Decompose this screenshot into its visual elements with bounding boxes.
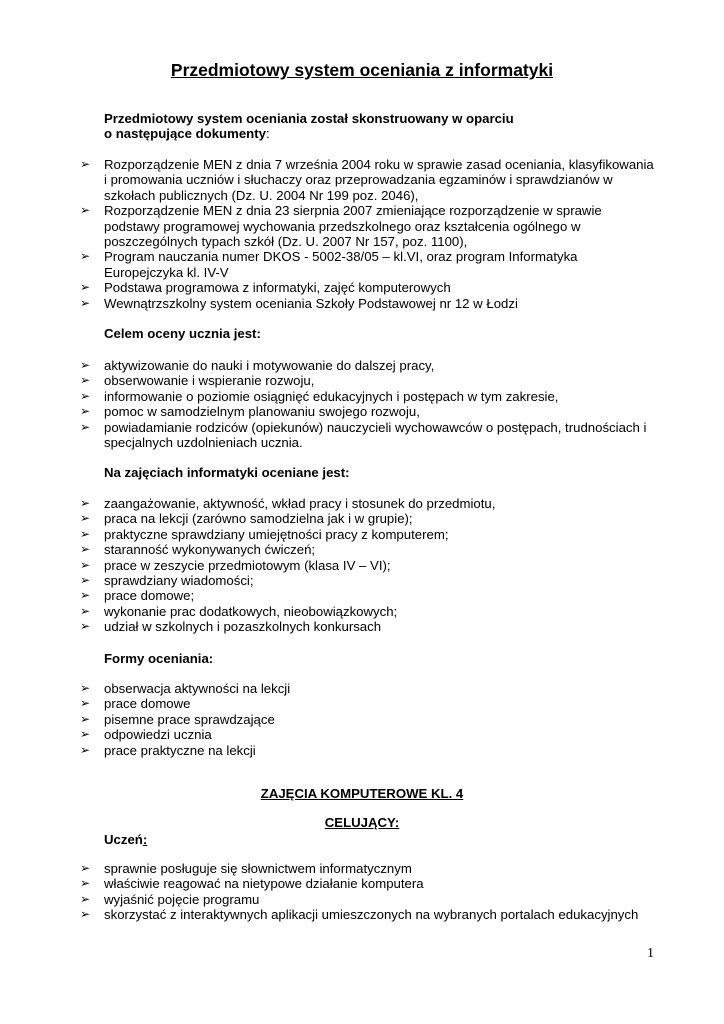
list-item	[80, 876, 660, 891]
list-item-text: sprawnie posługuje się słownictwem informatycznym	[104, 861, 412, 876]
arrow-bullet-icon: ➢	[80, 496, 91, 510]
student-label	[104, 832, 147, 847]
list-item	[80, 358, 660, 373]
list-item	[80, 573, 660, 588]
list-item	[80, 907, 660, 922]
list-item-text: wykonanie prac dodatkowych, nieobowiązkowych;	[104, 603, 398, 619]
arrow-bullet-icon: ➢	[80, 557, 91, 572]
assessed-heading: Na zajęciach informatyki oceniane jest:	[104, 465, 350, 480]
list-item-text: pisemne prace sprawdzające	[104, 711, 275, 727]
list-item-text: Podstawa programowa z informatyki, zajęć komputerowych	[104, 280, 451, 296]
arrow-bullet-icon: ➢	[80, 876, 91, 891]
list-item-text: obserwowanie i wspieranie rozwoju,	[104, 373, 315, 389]
list-item-text: odpowiedzi ucznia	[104, 727, 212, 743]
list-item	[80, 296, 660, 311]
forms-heading: Formy oceniania:	[104, 651, 214, 666]
arrow-bullet-icon: ➢	[80, 249, 91, 264]
list-item	[80, 373, 660, 388]
list-item	[80, 861, 660, 876]
arrow-bullet-icon: ➢	[80, 727, 91, 742]
list-item	[80, 727, 660, 742]
document-title: Przedmiotowy system oceniania z informatyki	[170, 60, 554, 80]
list-item	[80, 420, 660, 451]
intro-line-2	[104, 126, 514, 141]
arrow-bullet-icon: ➢	[80, 681, 91, 695]
intro-colon: :	[265, 126, 270, 142]
list-item	[80, 389, 660, 404]
list-item-text: zaangażowanie, aktywność, wkład pracy i stosunek do przedmiotu,	[104, 496, 496, 511]
student-label-colon: :	[142, 832, 148, 847]
list-item	[80, 681, 660, 696]
list-item	[80, 619, 660, 634]
list-item-text: skorzystać z interaktywnych aplikacji umieszczonych na wybranych portalach edukacyjnych	[104, 907, 639, 923]
arrow-bullet-icon: ➢	[80, 373, 91, 388]
list-item-text: praca na lekcji (zarówno samodzielna jak i w grupie);	[104, 511, 413, 527]
arrow-bullet-icon: ➢	[80, 619, 91, 634]
list-item	[80, 404, 660, 419]
list-item	[80, 157, 660, 203]
list-item-text: Wewnątrzszkolny system oceniania Szkoły Podstawowej nr 12 w Łodzi	[104, 295, 518, 311]
list-item-text: staranność wykonywanych ćwiczeń;	[104, 542, 316, 558]
list-item-text: pomoc w samodzielnym planowaniu swojego rozwoju,	[104, 404, 420, 420]
intro-line-2-text: o następujące dokumenty	[104, 126, 266, 142]
arrow-bullet-icon: ➢	[80, 295, 91, 310]
arrow-bullet-icon: ➢	[80, 157, 91, 171]
arrow-bullet-icon: ➢	[80, 419, 91, 434]
page-number: 1	[647, 946, 654, 961]
list-item-text: udział w szkolnych i pozaszkolnych konkursach	[104, 619, 382, 635]
list-item	[80, 892, 660, 907]
list-item-text: informowanie o poziomie osiągnięć edukacyjnych i postępach w tym zakresie,	[104, 388, 559, 404]
list-item	[80, 203, 660, 249]
assessed-list	[80, 496, 660, 635]
list-item-text: praktyczne sprawdziany umiejętności pracy z komputerem;	[104, 526, 449, 542]
list-item	[80, 249, 660, 280]
arrow-bullet-icon: ➢	[80, 358, 91, 372]
list-item-text: sprawdziany wiadomości;	[104, 573, 254, 589]
intro-paragraph	[104, 111, 514, 142]
arrow-bullet-icon: ➢	[80, 861, 91, 875]
arrow-bullet-icon: ➢	[80, 603, 91, 618]
arrow-bullet-icon: ➢	[80, 711, 91, 726]
list-item-text: wyjaśnić pojęcie programu	[104, 891, 260, 907]
list-item	[80, 496, 660, 511]
arrow-bullet-icon: ➢	[80, 542, 91, 557]
list-item-text: właściwie reagować na nietypowe działanie komputera	[104, 876, 424, 892]
arrow-bullet-icon: ➢	[80, 526, 91, 541]
goals-list	[80, 358, 660, 450]
arrow-bullet-icon: ➢	[80, 511, 91, 526]
list-item	[80, 743, 660, 758]
arrow-bullet-icon: ➢	[80, 891, 91, 906]
list-item-text: aktywizowanie do nauki i motywowanie do dalszej pracy,	[104, 358, 435, 373]
student-label-text: Uczeń	[104, 832, 143, 847]
arrow-bullet-icon: ➢	[80, 203, 91, 218]
arrow-bullet-icon: ➢	[80, 280, 91, 295]
grade-title: CELUJĄCY:	[324, 815, 400, 830]
list-item	[80, 280, 660, 295]
list-item-text: prace praktyczne na lekcji	[104, 742, 256, 758]
list-item-text: Program nauczania numer DKOS - 5002-38/05 – kl.VI, oraz program Informatyka Europejczyka kl. IV-V	[104, 249, 578, 280]
list-item	[80, 696, 660, 711]
list-item-text: prace w zeszycie przedmiotowym (klasa IV – VI);	[104, 557, 391, 573]
arrow-bullet-icon: ➢	[80, 742, 91, 757]
list-item	[80, 712, 660, 727]
arrow-bullet-icon: ➢	[80, 573, 91, 588]
list-item-text: powiadamianie rodziców (opiekunów) nauczycieli wychowawców o postępach, trudnościach i specjalnych uzdolnieniach ucznia.	[104, 419, 647, 451]
forms-list	[80, 681, 660, 758]
list-item-text: obserwacja aktywności na lekcji	[104, 681, 291, 696]
documents-list	[80, 157, 660, 311]
arrow-bullet-icon: ➢	[80, 588, 91, 603]
list-item	[80, 588, 660, 603]
skills-list	[80, 861, 660, 923]
list-item	[80, 542, 660, 557]
list-item-text: prace domowe;	[104, 588, 195, 604]
list-item-text: Rozporządzenie MEN z dnia 23 sierpnia 2007 zmieniające rozporządzenie w sprawie podstawy programowej wychowania przedszkolnego oraz kształcenia ogólnego w poszczególnych typach szkół (Dz. U. 2007 Nr 157, poz. 1100),	[104, 203, 602, 250]
arrow-bullet-icon: ➢	[80, 907, 91, 922]
intro-line-1: Przedmiotowy system oceniania został skonstruowany w oparciu	[104, 111, 514, 126]
list-item	[80, 527, 660, 542]
list-item	[80, 511, 660, 526]
arrow-bullet-icon: ➢	[80, 696, 91, 711]
list-item	[80, 604, 660, 619]
arrow-bullet-icon: ➢	[80, 404, 91, 419]
section-title: ZAJĘCIA KOMPUTEROWE KL. 4	[260, 786, 464, 801]
list-item-text: Rozporządzenie MEN z dnia 7 września 2004 roku w sprawie zasad oceniania, klasyfikowania i promowania uczniów i słuchaczy oraz przeprowadzania egzaminów i sprawdzianów w szkołach publicznych (Dz. U. 2004 Nr 199 poz. 2046),	[104, 157, 654, 203]
arrow-bullet-icon: ➢	[80, 388, 91, 403]
list-item-text: prace domowe	[104, 696, 191, 712]
list-item	[80, 558, 660, 573]
goals-heading: Celem oceny ucznia jest:	[104, 326, 261, 341]
